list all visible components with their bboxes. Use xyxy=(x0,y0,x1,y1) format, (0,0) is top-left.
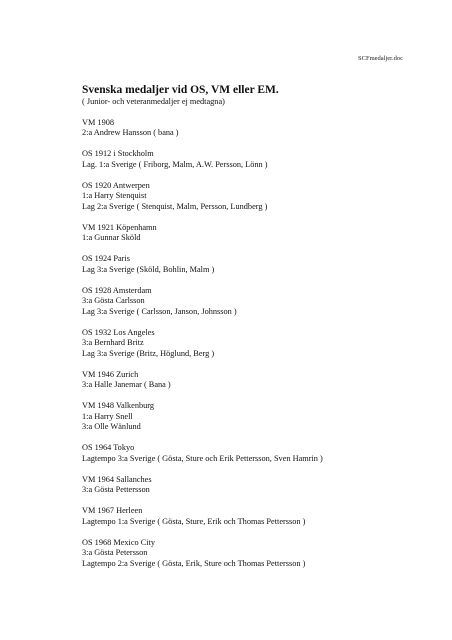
medal-entry xyxy=(82,149,442,170)
medal-entry xyxy=(82,181,442,213)
entry-result-line: Lag 3:a Sverige (Sköld, Bohlin, Malm ) xyxy=(82,264,215,274)
entry-event: VM 1948 Valkenburg xyxy=(82,401,155,410)
entry-event: OS 1928 Amsterdam xyxy=(82,285,152,295)
entry-event: OS 1924 Paris xyxy=(82,254,130,263)
medal-entry xyxy=(82,286,442,318)
entry-result-line: Lag 3:a Sverige (Britz, Höglund, Berg ) xyxy=(82,348,215,358)
entry-result-line: 1:a Harry Snell xyxy=(82,411,133,421)
entry-event: OS 1932 Los Angeles xyxy=(82,327,155,337)
entry-event: OS 1912 i Stockholm xyxy=(82,149,154,158)
entry-result-line: 3:a Halle Janemar ( Bana ) xyxy=(82,380,171,389)
entry-result-line: Lag 2:a Sverige ( Stenquist, Malm, Persson, Lundberg ) xyxy=(82,201,268,211)
medal-entry xyxy=(82,443,442,464)
entry-result-line: 3:a Gösta Carlsson xyxy=(82,296,145,305)
entry-event: VM 1946 Zurich xyxy=(82,369,139,379)
medal-entries-list xyxy=(82,118,442,570)
entry-event: VM 1964 Sallanches xyxy=(82,474,152,484)
document-filename: SCFmedaljer.doc xyxy=(358,55,403,62)
medal-entry xyxy=(82,401,442,433)
entry-result-line: Lag. 1:a Sverige ( Friborg, Malm, A.W. Persson, Lönn ) xyxy=(82,159,268,169)
entry-event: VM 1967 Herleen xyxy=(82,506,143,515)
medal-entry xyxy=(82,254,442,275)
entry-result-line: 3:a Gösta Petersson xyxy=(82,548,148,557)
medal-entry xyxy=(82,538,442,570)
document-body xyxy=(82,84,442,580)
entry-event: VM 1921 Köpenhamn xyxy=(82,222,157,232)
entry-event: OS 1968 Mexico City xyxy=(82,537,156,547)
entry-result-line: 3:a Bernhard Britz xyxy=(82,338,144,347)
medal-entry xyxy=(82,475,442,496)
entry-event: VM 1908 xyxy=(82,117,115,127)
entry-result-line: 1:a Harry Stenquist xyxy=(82,191,147,200)
medal-entry xyxy=(82,118,442,139)
medal-entry xyxy=(82,223,442,244)
entry-event: OS 1920 Antwerpen xyxy=(82,180,150,190)
entry-result-line: 2:a Andrew Hansson ( bana ) xyxy=(82,128,179,137)
entry-result-line: 3:a Gösta Pettersson xyxy=(82,485,150,494)
medal-entry xyxy=(82,370,442,391)
document-subtitle: ( Junior- och veteranmedaljer ej medtagna) xyxy=(82,97,225,106)
entry-result-line: Lagtempo 3:a Sverige ( Gösta, Sture och Erik Pettersson, Sven Hamrin ) xyxy=(82,453,323,463)
entry-result-line: 1:a Gunnar Sköld xyxy=(82,233,141,242)
medal-entry xyxy=(82,506,442,527)
medal-entry xyxy=(82,328,442,360)
entry-result-line: Lag 3:a Sverige ( Carlsson, Janson, Johnsson ) xyxy=(82,306,237,316)
entry-event: OS 1964 Tokyo xyxy=(82,443,135,452)
entry-result-line: Lagtempo 1:a Sverige ( Gösta, Sture, Erik och Thomas Pettersson ) xyxy=(82,516,306,526)
document-title: Svenska medaljer vid OS, VM eller EM. xyxy=(82,84,279,96)
entry-result-line: Lagtempo 2:a Sverige ( Gösta, Erik, Sture och Thomas Pettersson ) xyxy=(82,558,306,568)
entry-result-line: 3:a Olle Wänlund xyxy=(82,422,141,431)
